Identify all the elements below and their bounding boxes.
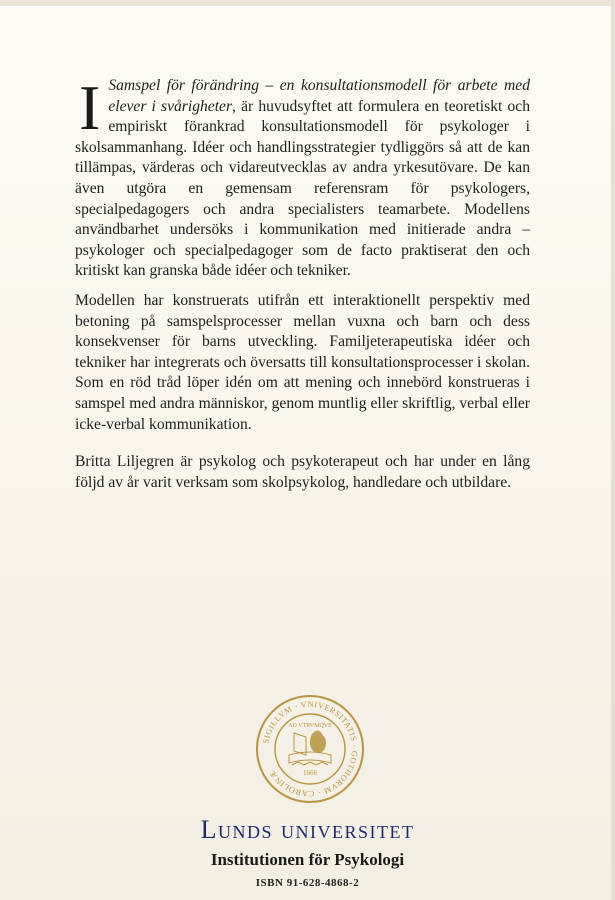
university-name: Lunds universitet xyxy=(200,815,415,844)
department-name: Institutionen för Psykologi xyxy=(210,850,405,869)
seal-motto: AD VTRVMQVE xyxy=(288,723,332,729)
second-paragraph: Modellen har konstruerats utifrån ett interaktionellt perspektiv med betoning på samspelsprocesser mellan vuxna och barn och dess konsekvenser för barns utveckling. Familjeterapeutiska idéer och tekniker har integrerats och översatts till konsultationsprocesser i skolan. Som en röd tråd löper idén om att mening och innebörd konstrueras i samspel med andra människor, genom muntlig eller skriftlig, verbal eller icke-verbal kommunikation. xyxy=(75,291,530,433)
page-top-edge xyxy=(0,0,615,6)
intro-paragraph xyxy=(75,72,530,282)
author-bio: Britta Liljegren är psykolog och psykoterapeut och har under en lång följd av år varit verksam som skolpsykolog, handledare och utbildare. xyxy=(75,453,530,491)
seal-ring-text: SIGILLVM · VNIVERSITATIS · GOTHORVM · CAROLINÆ xyxy=(261,699,360,799)
university-seal-icon xyxy=(254,693,366,805)
isbn-number: ISBN 91-628-4868-2 xyxy=(255,877,360,889)
seal-year: 1666 xyxy=(303,769,317,777)
drop-cap: I xyxy=(79,72,101,143)
blurb-text xyxy=(75,72,530,502)
page-right-edge xyxy=(611,0,615,900)
book-title-italic: Samspel för förändring – en konsultationsmodell för arbete med elever i svårigheter xyxy=(108,77,530,115)
intro-paragraph-text: , är huvudsyftet att formulera en teoretiskt och empiriskt förankrad konsultationsmodell för psykologer i skolsammanhang. Idéer och handlingsstrategier tydliggörs så att de kan tillämpas, värderas och vidareutvecklas av andra yrkesutövare. De kan även utgöra en gemensam referensram för psykologers, specialpedagogers och andra specialisters teamarbete. Modellens användbarhet undersöks i kommunikation med initierade andra – psykologer och specialpedagoger som de facto praktiserat den och kritiskt kan granska både idéer och tekniker. xyxy=(75,97,530,280)
